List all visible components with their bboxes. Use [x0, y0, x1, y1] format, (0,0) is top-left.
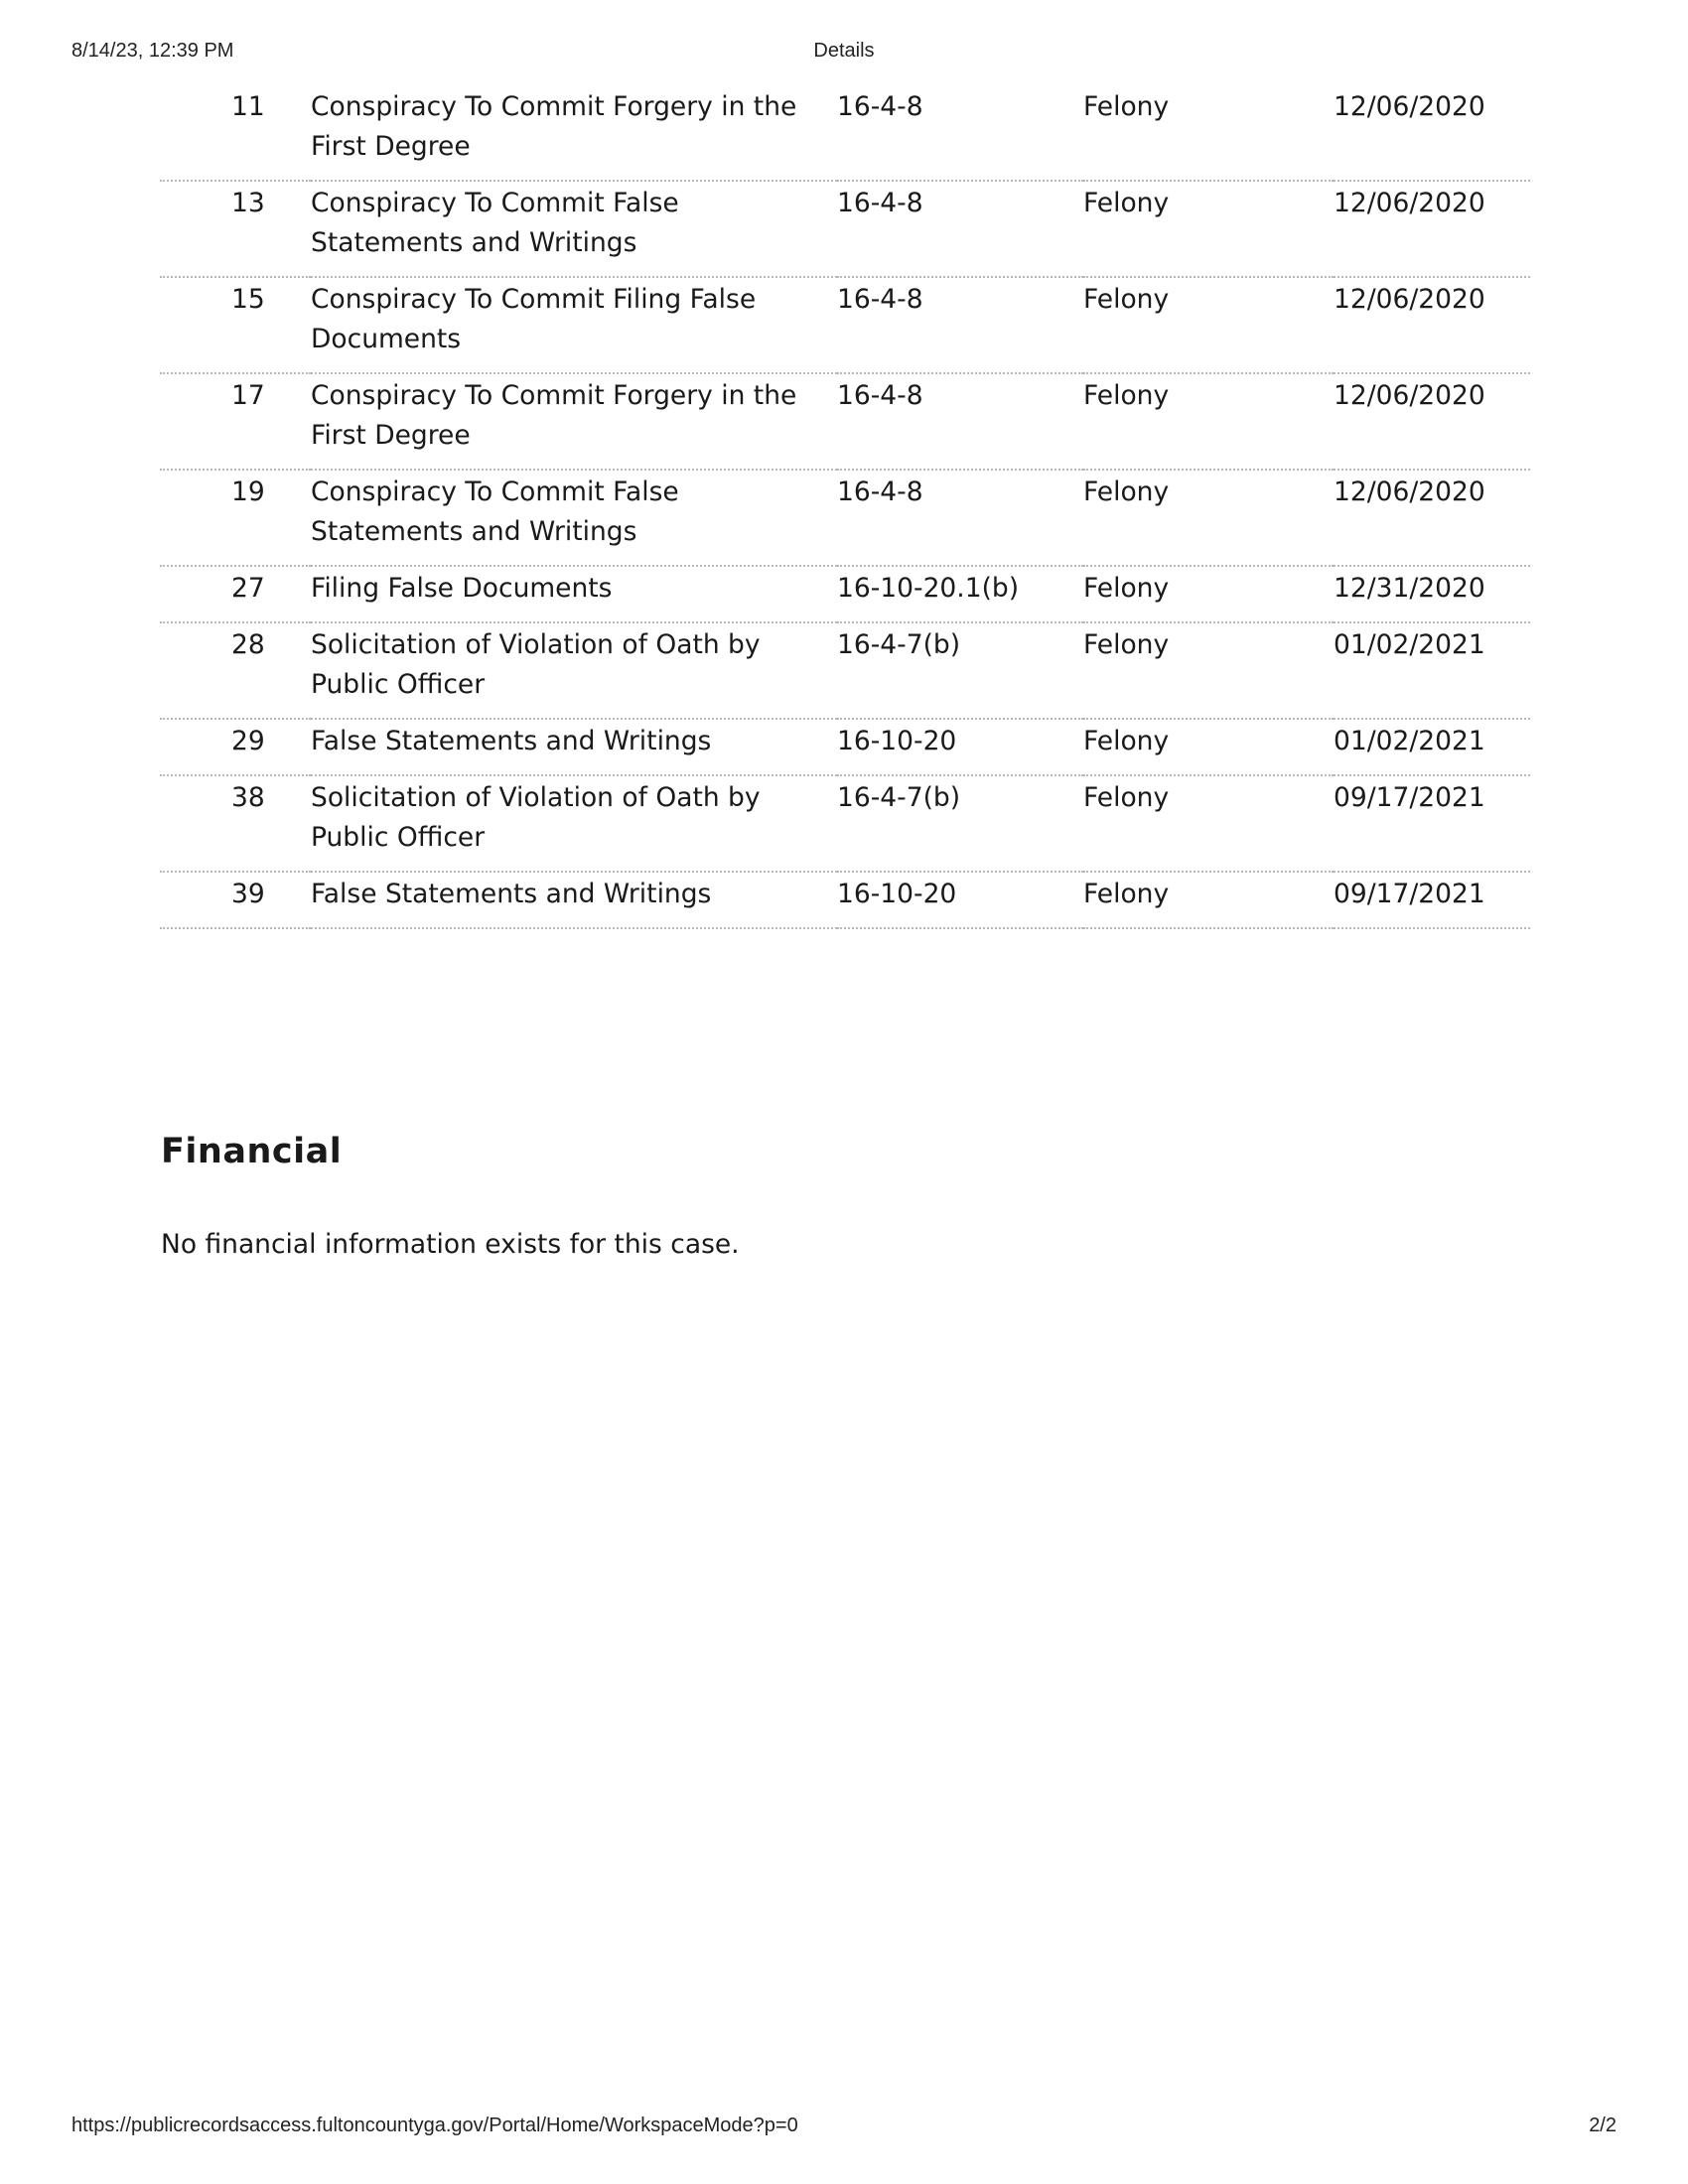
- financial-heading: Financial: [161, 1132, 343, 1171]
- charge-number: 19: [160, 470, 311, 566]
- charge-row: [160, 373, 1530, 470]
- charge-level: Felony: [1083, 181, 1334, 277]
- charge-row: [160, 181, 1530, 277]
- charge-number: 27: [160, 566, 311, 622]
- charge-date: 12/06/2020: [1334, 87, 1530, 181]
- print-header: [71, 40, 1617, 68]
- charge-description: Conspiracy To Commit Filing False Documents: [311, 277, 837, 373]
- charge-date: 01/02/2021: [1334, 622, 1530, 719]
- charge-statute: 16-4-8: [837, 87, 1083, 181]
- charge-level: Felony: [1083, 470, 1334, 566]
- financial-message: No financial information exists for this case.: [161, 1229, 740, 1260]
- charge-date: 09/17/2021: [1334, 872, 1530, 928]
- charge-level: Felony: [1083, 775, 1334, 872]
- charge-date: 12/31/2020: [1334, 566, 1530, 622]
- charge-statute: 16-4-8: [837, 181, 1083, 277]
- charge-number: 29: [160, 719, 311, 775]
- charge-description: Conspiracy To Commit Forgery in the First Degree: [311, 373, 837, 470]
- charge-row: [160, 87, 1530, 181]
- print-url: https://publicrecordsaccess.fultoncountyga.gov/Portal/Home/WorkspaceMode?p=0: [71, 2115, 798, 2136]
- charge-statute: 16-4-8: [837, 373, 1083, 470]
- charge-row: [160, 872, 1530, 928]
- charge-level: Felony: [1083, 87, 1334, 181]
- charge-statute: 16-10-20.1(b): [837, 566, 1083, 622]
- charge-level: Felony: [1083, 566, 1334, 622]
- charge-description: Solicitation of Violation of Oath by Public Officer: [311, 775, 837, 872]
- print-footer: [71, 2115, 1617, 2142]
- charge-description: Conspiracy To Commit False Statements and Writings: [311, 181, 837, 277]
- charge-description: False Statements and Writings: [311, 719, 837, 775]
- charge-number: 11: [160, 87, 311, 181]
- charge-description: Solicitation of Violation of Oath by Public Officer: [311, 622, 837, 719]
- charge-level: Felony: [1083, 277, 1334, 373]
- charge-row: [160, 622, 1530, 719]
- charge-number: 28: [160, 622, 311, 719]
- print-page-number: 2/2: [1589, 2115, 1617, 2136]
- charge-description: False Statements and Writings: [311, 872, 837, 928]
- charge-date: 09/17/2021: [1334, 775, 1530, 872]
- charge-level: Felony: [1083, 719, 1334, 775]
- charge-number: 15: [160, 277, 311, 373]
- charge-date: 01/02/2021: [1334, 719, 1530, 775]
- charge-statute: 16-4-7(b): [837, 775, 1083, 872]
- charge-row: [160, 470, 1530, 566]
- charge-date: 12/06/2020: [1334, 277, 1530, 373]
- charge-level: Felony: [1083, 872, 1334, 928]
- print-datetime: 8/14/23, 12:39 PM: [71, 40, 234, 62]
- charge-date: 12/06/2020: [1334, 181, 1530, 277]
- charge-level: Felony: [1083, 622, 1334, 719]
- charge-statute: 16-10-20: [837, 872, 1083, 928]
- charge-statute: 16-4-7(b): [837, 622, 1083, 719]
- charges-table: [160, 87, 1530, 929]
- charge-number: 38: [160, 775, 311, 872]
- charge-date: 12/06/2020: [1334, 470, 1530, 566]
- charge-description: Conspiracy To Commit False Statements and Writings: [311, 470, 837, 566]
- charge-number: 17: [160, 373, 311, 470]
- charge-statute: 16-10-20: [837, 719, 1083, 775]
- charge-row: [160, 719, 1530, 775]
- charge-row: [160, 277, 1530, 373]
- charge-statute: 16-4-8: [837, 470, 1083, 566]
- charge-level: Felony: [1083, 373, 1334, 470]
- charge-date: 12/06/2020: [1334, 373, 1530, 470]
- charge-description: Filing False Documents: [311, 566, 837, 622]
- charge-number: 13: [160, 181, 311, 277]
- charge-row: [160, 775, 1530, 872]
- charge-number: 39: [160, 872, 311, 928]
- charges-table-body: [160, 87, 1530, 928]
- charge-description: Conspiracy To Commit Forgery in the First Degree: [311, 87, 837, 181]
- print-page-title: Details: [813, 40, 875, 62]
- charge-row: [160, 566, 1530, 622]
- charge-statute: 16-4-8: [837, 277, 1083, 373]
